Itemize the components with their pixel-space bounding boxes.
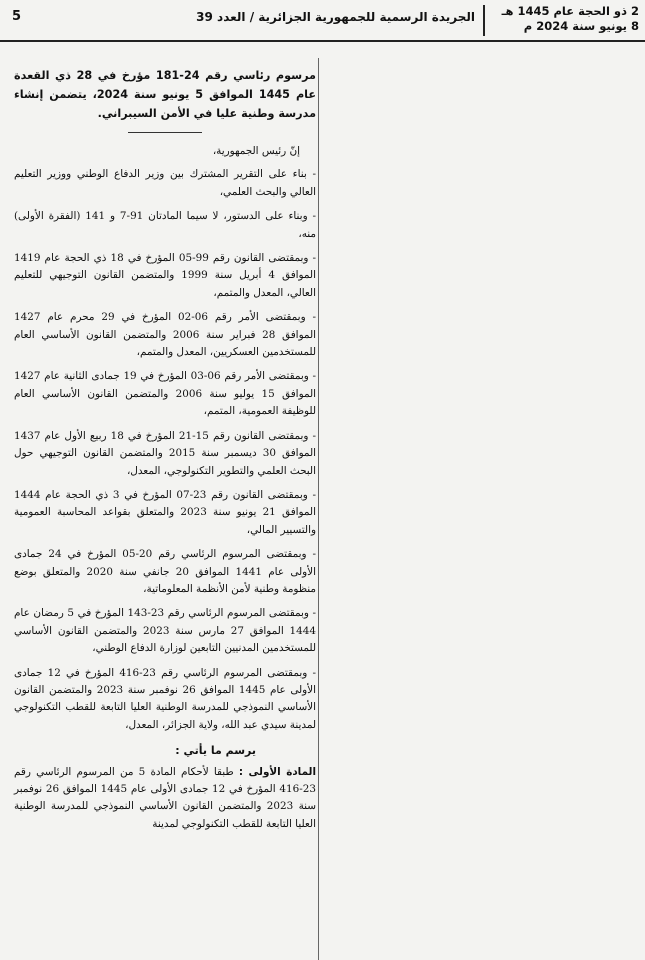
decree-title: مرسوم رئاسي رقم 24-181 مؤرخ في 28 ذي القعدة عام 1445 الموافق 5 يونيو سنة 2024، يتضمن إنشاء مدرسة وطنية عليا في الأمن السيبراني. — [14, 69, 316, 120]
article-1-text: طبقا لأحكام المادة 5 من المرسوم الرئاسي رقم 23-416 المؤرخ في 12 جمادى الأولى عام 1445 الموافق 26 نوفمبر سنة 2023 والمتضمن القانون الأساسي النموذجي للمدرسة الوطنية العليا التابعة للقطب التكنولوجي لمدينة — [14, 765, 317, 830]
article-1-heading: المادة الأولى : — [238, 765, 317, 778]
article-1 — [14, 764, 316, 834]
intro-text: إنّ رئيس الجمهورية، — [212, 145, 300, 157]
header-title: الجريدة الرسمية للجمهورية الجزائرية / العدد 39 — [196, 10, 475, 24]
header-separator — [483, 5, 485, 36]
preamble-paragraph: - وبمقتضى القانون رقم 99-05 المؤرخ في 18 ذي الحجة عام 1419 الموافق 4 أبريل سنة 1999 والمتضمن القانون التوجيهي للتعليم العالي، المعدل والمتمم، — [14, 252, 316, 299]
decree-column — [14, 66, 316, 840]
page-number: 5 — [12, 9, 22, 24]
decree-word: يرسم ما يأتي : — [175, 744, 256, 758]
preamble-paragraph: - وبمقتضى الأمر رقم 06-02 المؤرخ في 29 محرم عام 1427 الموافق 28 فبراير سنة 2006 والمتضمن القانون الأساسي العام للمستخدمين العسكريين، المعدل والمتمم، — [14, 311, 316, 359]
preamble-paragraph: - وبمقتضى القانون رقم 15-21 المؤرخ في 18 ربيع الأول عام 1437 الموافق 30 ديسمبر سنة 2015 والمتضمن القانون التوجيهي حول البحث العلمي والتطوير التكنولوجي، المعدل، — [14, 429, 316, 477]
preamble-paragraph: - وبمقتضى المرسوم الرئاسي رقم 20-05 المؤرخ في 24 جمادى الأولى عام 1441 الموافق 20 جانفي سنة 2020 والمتعلق بوضع منظومة وطنية لأمن الأنظمة المعلوماتية، — [14, 548, 316, 595]
header-date — [489, 4, 639, 36]
page-header — [0, 0, 645, 42]
preamble-paragraph: - بناء على التقرير المشترك بين وزير الدفاع الوطني ووزير التعليم العالي والبحث العلمي، — [14, 168, 316, 198]
preamble-paragraph: - وبمقتضى الأمر رقم 06-03 المؤرخ في 19 جمادى الثانية عام 1427 الموافق 15 يوليو سنة 2006 والمتضمن القانون الأساسي العام للوظيفة العمومية، المتمم، — [14, 370, 316, 418]
column-divider — [318, 58, 319, 960]
preamble-paragraph: - وبمقتضى المرسوم الرئاسي رقم 23-416 المؤرخ في 12 جمادى الأولى عام 1445 الموافق 26 نوفمبر سنة 2023 والمتضمن القانون الأساسي النموذجي للمدرسة الوطنية العليا التابعة للقطب التكنولوجي لمدينة سيدي عبد الله، ولاية الجزائر، المعدل، — [14, 666, 316, 731]
header-date-gregorian: 8 يونيو سنة 2024 م — [523, 19, 639, 33]
preamble-paragraph: - وبناء على الدستور، لا سيما المادتان 91-7 و 141 (الفقرة الأولى) منه، — [14, 210, 316, 240]
preamble-paragraph: - وبمقتضى القانون رقم 23-07 المؤرخ في 3 ذي الحجة عام 1444 الموافق 21 يونيو سنة 2023 والمتعلق بقواعد المحاسبة العمومية والتسيير المالي، — [14, 488, 316, 536]
preamble-paragraph: - وبمقتضى المرسوم الرئاسي رقم 23-143 المؤرخ في 5 رمضان عام 1444 الموافق 27 مارس سنة 2023 والمتضمن القانون الأساسي للمستخدمين المدنيين التابعين لوزارة الدفاع الوطني، — [14, 607, 316, 655]
title-divider — [128, 132, 202, 133]
header-date-hijri: 2 ذو الحجة عام 1445 هـ — [501, 4, 639, 18]
